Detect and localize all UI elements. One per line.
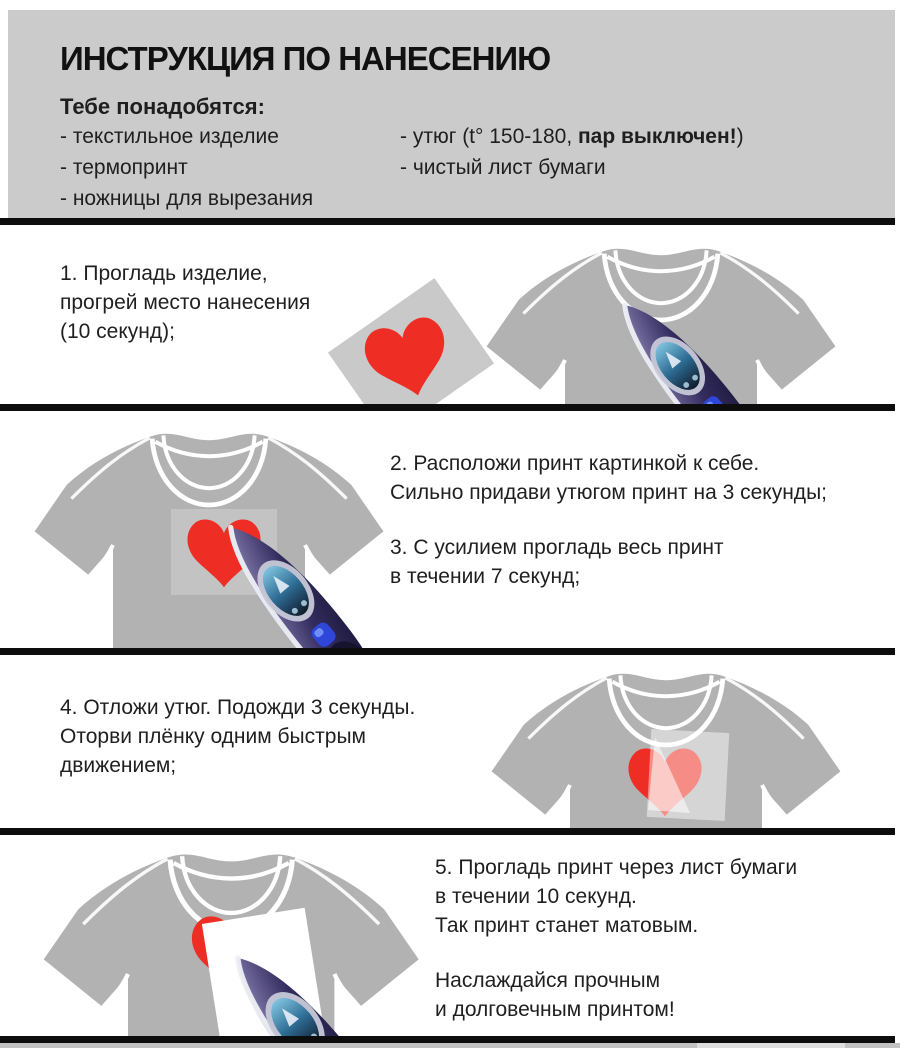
material-item-text: ) — [736, 125, 744, 148]
step4-section — [0, 655, 900, 828]
material-item: - термопринт — [60, 156, 188, 179]
step-line: 4. Отложи утюг. Подожди 3 секунды. — [60, 696, 416, 719]
section-divider-bar — [0, 1036, 895, 1043]
material-item: - чистый лист бумаги — [400, 156, 606, 179]
section-divider-bar — [0, 648, 895, 655]
step1-section — [0, 225, 900, 404]
section-divider-bar — [0, 218, 895, 225]
step-line: движением; — [60, 754, 177, 777]
page-title: ИНСТРУКЦИЯ ПО НАНЕСЕНИЮ — [60, 40, 551, 77]
step-line: Наслаждайся прочным — [435, 969, 661, 992]
materials-list-left — [60, 121, 313, 214]
materials-list-right — [400, 121, 744, 183]
step-line: Так принт станет матовым. — [435, 914, 699, 937]
step-line: прогрей место нанесения — [60, 291, 311, 314]
materials-heading: Тебе понадобятся: — [60, 94, 265, 119]
step-line: 3. С усилием прогладь весь принт — [390, 536, 724, 559]
step2-section — [0, 411, 900, 648]
step-line: Оторви плёнку одним быстрым — [60, 725, 366, 748]
material-item-bold-text: пар выключен! — [578, 125, 737, 148]
footer-strip-highlight — [697, 1043, 845, 1048]
footer-strip — [0, 1043, 900, 1048]
step5-text — [435, 853, 797, 1024]
step-line: (10 секунд); — [60, 320, 175, 343]
material-item: - текстильное изделие — [60, 125, 279, 148]
step-line: в течении 10 секунд. — [435, 885, 637, 908]
step-line: 1. Прогладь изделие, — [60, 262, 268, 285]
section-divider-bar — [0, 404, 895, 411]
step-line: 5. Прогладь принт через лист бумаги — [435, 856, 798, 879]
header-section — [8, 10, 895, 218]
step-line: и долговечным принтом! — [435, 998, 675, 1021]
step-line: 2. Расположи принт картинкой к себе. — [390, 452, 760, 475]
step4-text — [60, 693, 415, 780]
step1-text — [60, 259, 310, 346]
material-item: - ножницы для вырезания — [60, 187, 314, 210]
section-divider-bar — [0, 828, 895, 835]
material-item — [400, 121, 744, 152]
step-line: в течении 7 секунд; — [390, 565, 581, 588]
step2-text — [390, 449, 827, 591]
step-line: Сильно придави утюгом принт на 3 секунды; — [390, 481, 827, 504]
material-item-text: - утюг (t° 150-180, — [400, 125, 578, 148]
step5-section — [0, 835, 900, 1036]
